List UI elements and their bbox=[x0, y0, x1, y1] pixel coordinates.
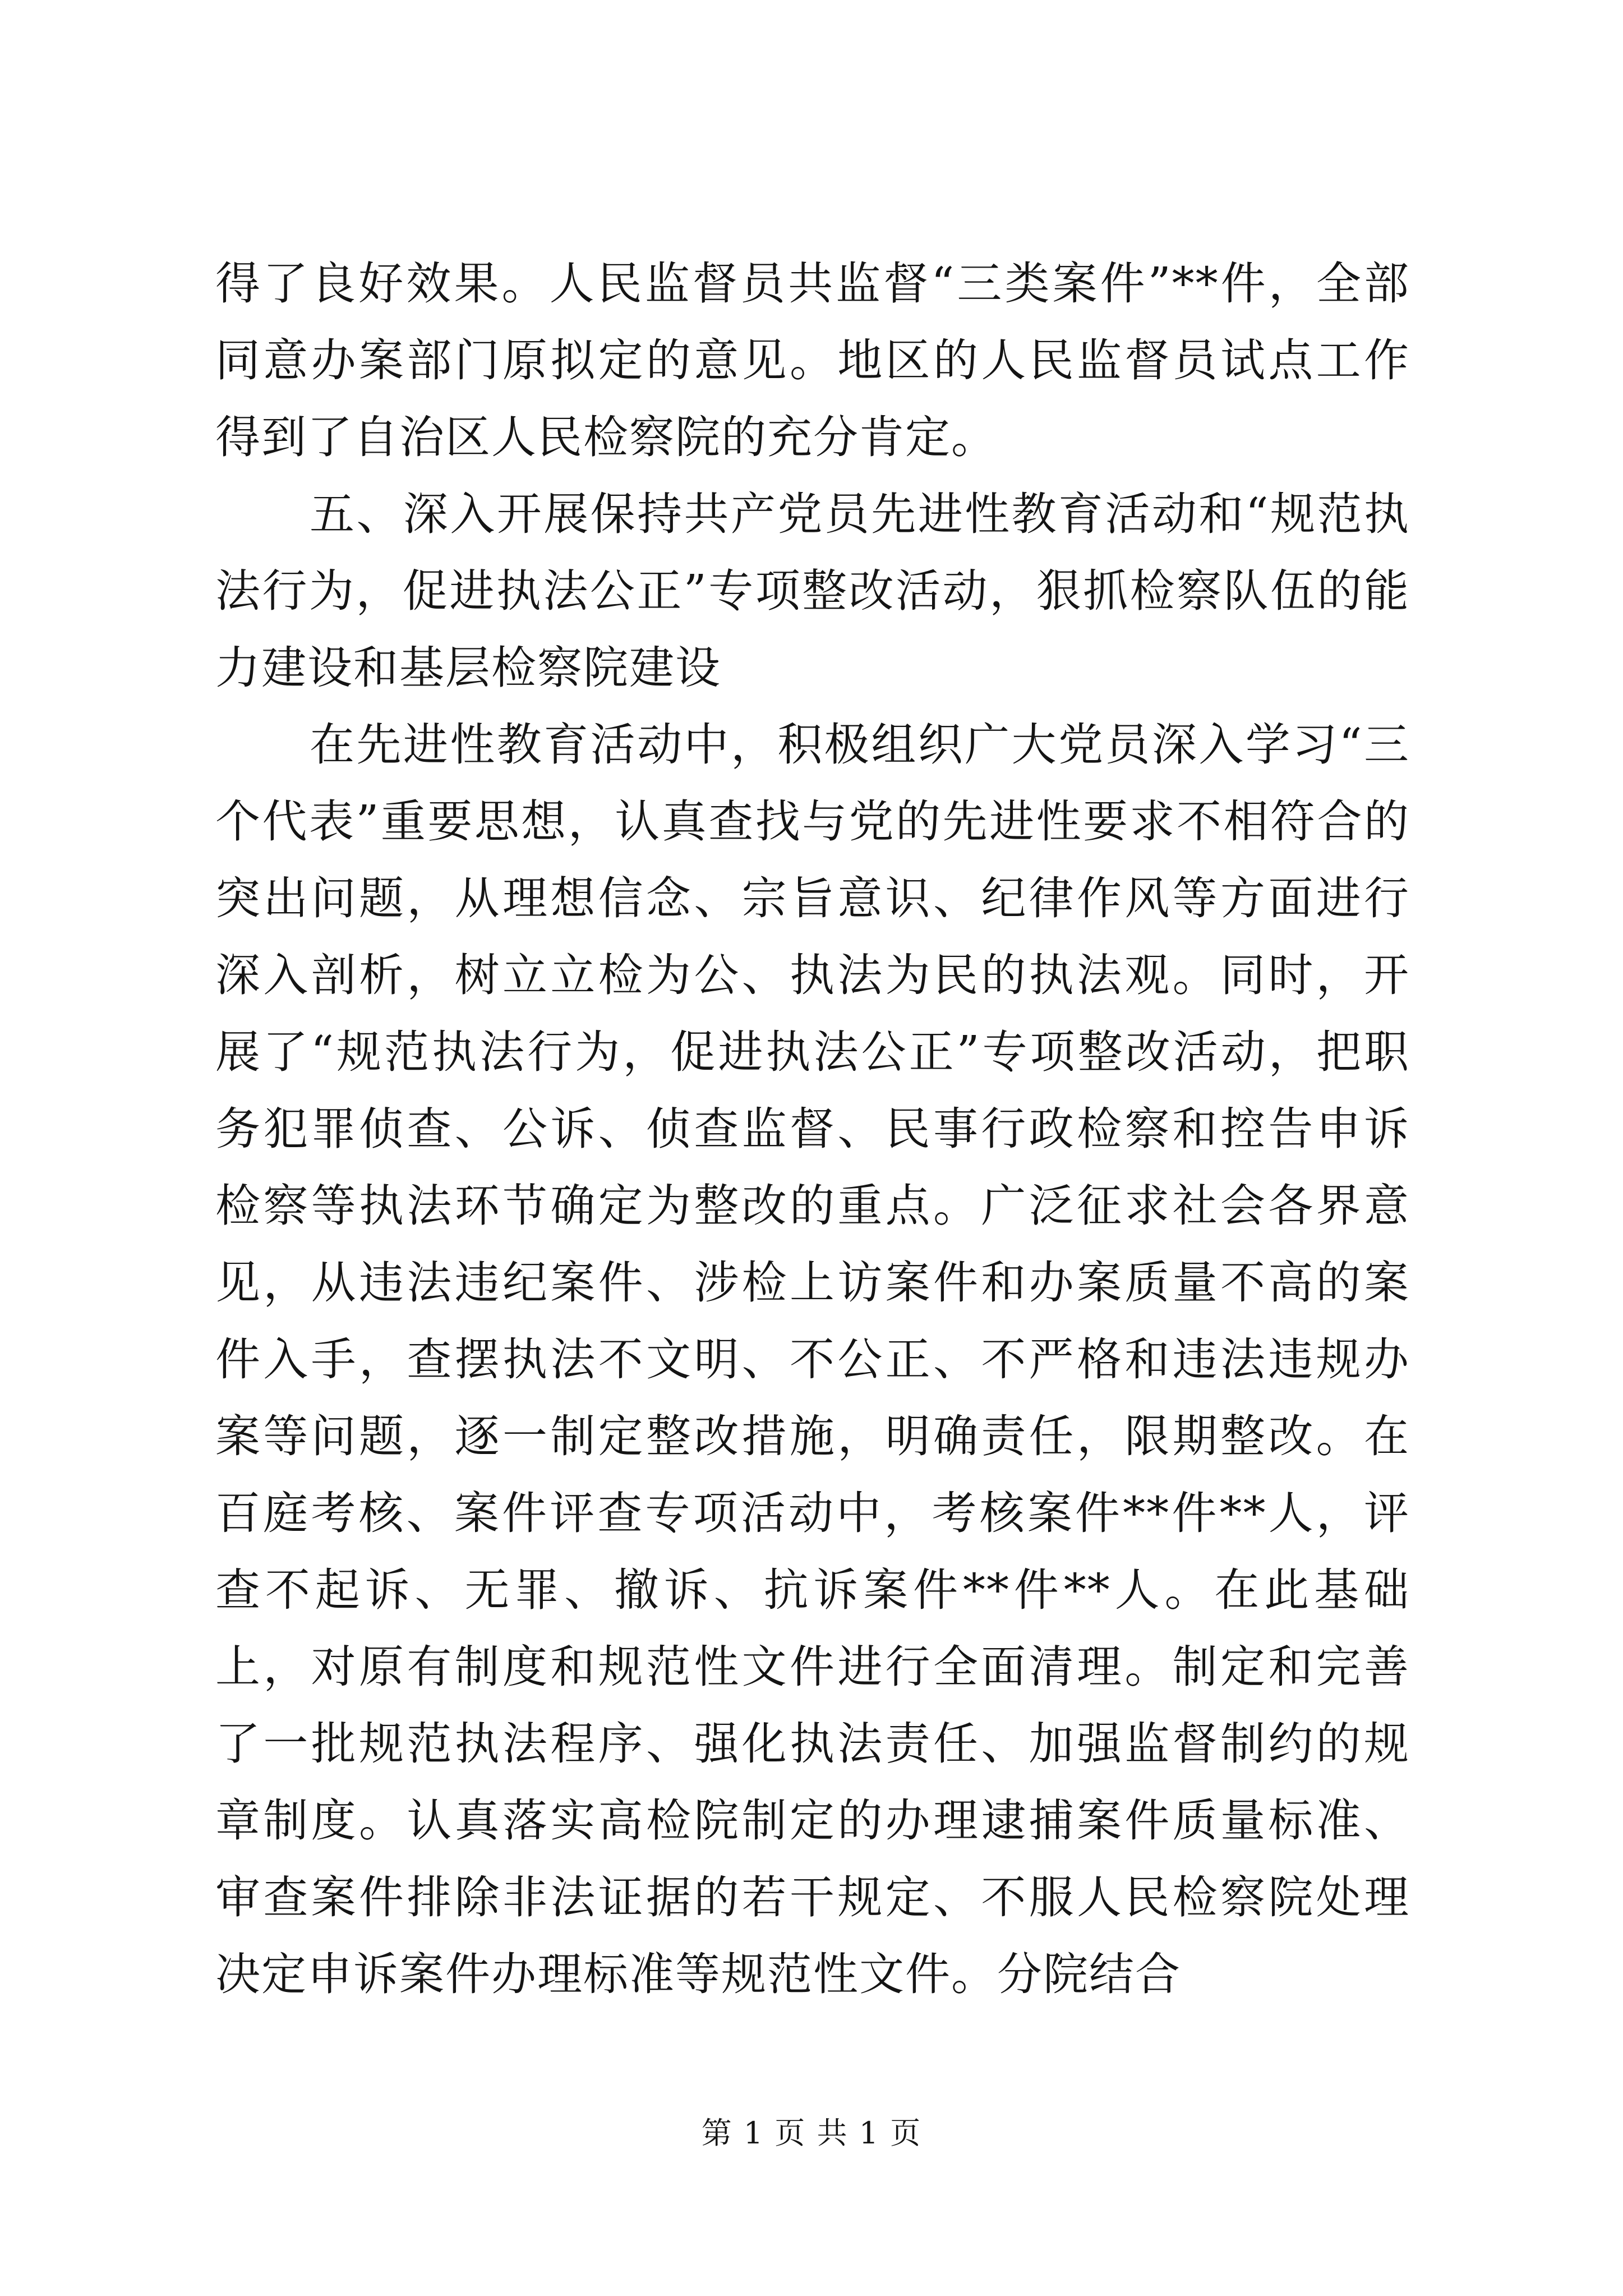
page-footer: 第 1 页 共 1 页 bbox=[701, 2115, 922, 2151]
paragraph-3: 在先进性教育活动中，积极组织广大党员深入学习“三个代表”重要思想，认真查找与党的先进性要求不相符合的突出问题，从理想信念、宗旨意识、纪律作风等方面进行深入剖析，树立立检为公、执法为民的执法观。同时，开展了“规范执法行为，促进执法公正”专项整改活动，把职务犯罪侦查、公诉、侦查监督、民事行政检察和控告申诉检察等执法环节确定为整改的重点。广泛征求社会各界意见，从违法违纪案件、涉检上访案件和办案质量不高的案件入手，查摆执法不文明、不公正、不严格和违法违规办案等问题，逐一制定整改措施，明确责任，限期整改。在百庭考核、案件评查专项活动中，考核案件**件**人，评查不起诉、无罪、撤诉、抗诉案件**件**人。在此基础上，对原有制度和规范性文件进行全面清理。制定和完善了一批规范执法程序、强化执法责任、加强监督制约的规章制度。认真落实高检院制定的办理逮捕案件质量标准、审查案件排除非法证据的若干规定、不服人民检察院处理决定申诉案件办理标准等规范性文件。分院结合 bbox=[215, 719, 1410, 2000]
paragraph-1: 得了良好效果。人民监督员共监督“三类案件”**件，全部同意办案部门原拟定的意见。地区的人民监督员试点工作得到了自治区人民检察院的充分肯定。 bbox=[215, 257, 1410, 463]
paragraph-2-heading: 五、深入开展保持共产党员先进性教育活动和“规范执法行为，促进执法公正”专项整改活动，狠抓检察队伍的能力建设和基层检察院建设 bbox=[215, 488, 1410, 694]
document-body bbox=[215, 245, 1410, 2013]
